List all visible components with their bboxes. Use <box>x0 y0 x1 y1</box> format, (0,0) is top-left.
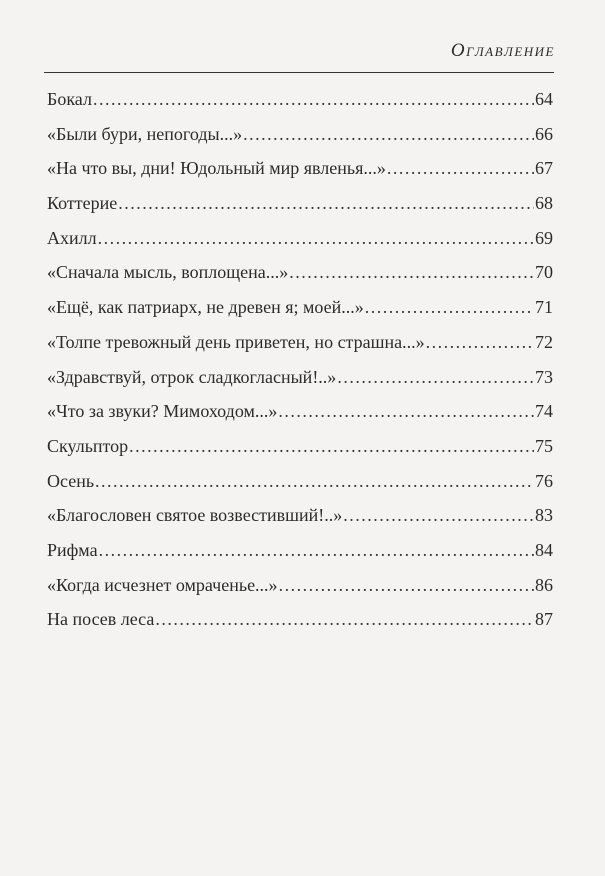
toc-entry-page: 83 <box>535 505 553 526</box>
toc-entry <box>47 186 553 221</box>
dot-leader <box>99 533 534 568</box>
toc-entry <box>47 117 553 152</box>
dot-leader <box>243 117 534 152</box>
toc-entry-page: 69 <box>535 227 553 248</box>
dot-leader <box>95 464 534 499</box>
dot-leader <box>279 568 534 603</box>
toc-entry <box>47 464 553 499</box>
toc-entry <box>47 568 553 603</box>
toc-entry-title: «Толпе тревожный день приветен, но страшна...» <box>47 331 425 352</box>
toc-entry <box>47 602 553 637</box>
toc-entry-title: «Ещё, как патриарх, не древен я; моей...» <box>47 297 364 318</box>
dot-leader <box>387 151 534 186</box>
toc-entry-title: «Что за звуки? Мимоходом...» <box>47 401 278 422</box>
toc-entry-page: 87 <box>535 609 553 630</box>
toc-entry-page: 64 <box>535 89 553 109</box>
toc-entry-title: «Благословен святое возвестивший!..» <box>47 505 343 526</box>
toc-entry-title: «Когда исчезнет омраченье...» <box>47 574 278 595</box>
toc-entry-page: 66 <box>535 123 553 144</box>
dot-leader <box>426 325 534 360</box>
toc-entry-page: 75 <box>535 435 553 456</box>
dot-leader <box>129 429 534 464</box>
toc-entry <box>47 151 553 186</box>
toc-entry <box>47 221 553 256</box>
toc-entry <box>47 82 553 117</box>
toc-entry-title: «На что вы, дни! Юдольный мир явленья...» <box>47 158 386 179</box>
toc-entry-title: Осень <box>47 470 95 491</box>
toc-entry-title: Коттерие <box>47 193 118 214</box>
header-divider <box>44 72 554 73</box>
toc-entry-page: 71 <box>535 297 553 318</box>
toc-entry <box>47 498 553 533</box>
page-header-title: Оглавление <box>450 40 555 61</box>
toc-entry <box>47 394 553 429</box>
toc-entry-page: 86 <box>535 574 553 595</box>
toc-entry-title: «Сначала мысль, воплощена...» <box>47 262 289 283</box>
toc-entry-title: Бокал <box>47 89 92 109</box>
toc-entry-title: Ахилл <box>47 227 97 248</box>
toc-entry <box>47 429 553 464</box>
dot-leader <box>365 290 534 325</box>
toc-entry-title: «Были бури, непогоды...» <box>47 123 243 144</box>
toc-entry <box>47 255 553 290</box>
toc-entry <box>47 533 553 568</box>
toc-entry-page: 74 <box>535 401 553 422</box>
toc-entry <box>47 360 553 395</box>
toc-entry-page: 76 <box>535 470 553 491</box>
toc-entry-title: «Здравствуй, отрок сладкогласный!..» <box>47 366 337 387</box>
toc-entry-title: На посев леса <box>47 609 155 630</box>
dot-leader <box>337 360 534 395</box>
toc-entry <box>47 325 553 360</box>
toc-entry-page: 73 <box>535 366 553 387</box>
dot-leader <box>93 82 534 117</box>
dot-leader <box>289 255 534 290</box>
table-of-contents <box>47 82 553 637</box>
dot-leader <box>118 186 534 221</box>
toc-entry-page: 68 <box>535 193 553 214</box>
dot-leader <box>155 602 534 637</box>
toc-entry-page: 70 <box>535 262 553 283</box>
toc-entry <box>47 290 553 325</box>
dot-leader <box>343 498 534 533</box>
dot-leader <box>278 394 534 429</box>
toc-entry-page: 67 <box>535 158 553 179</box>
toc-entry-title: Скульптор <box>47 435 129 456</box>
toc-entry-page: 84 <box>535 539 553 560</box>
toc-entry-page: 72 <box>535 331 553 352</box>
dot-leader <box>98 221 534 256</box>
toc-entry-title: Рифма <box>47 539 98 560</box>
